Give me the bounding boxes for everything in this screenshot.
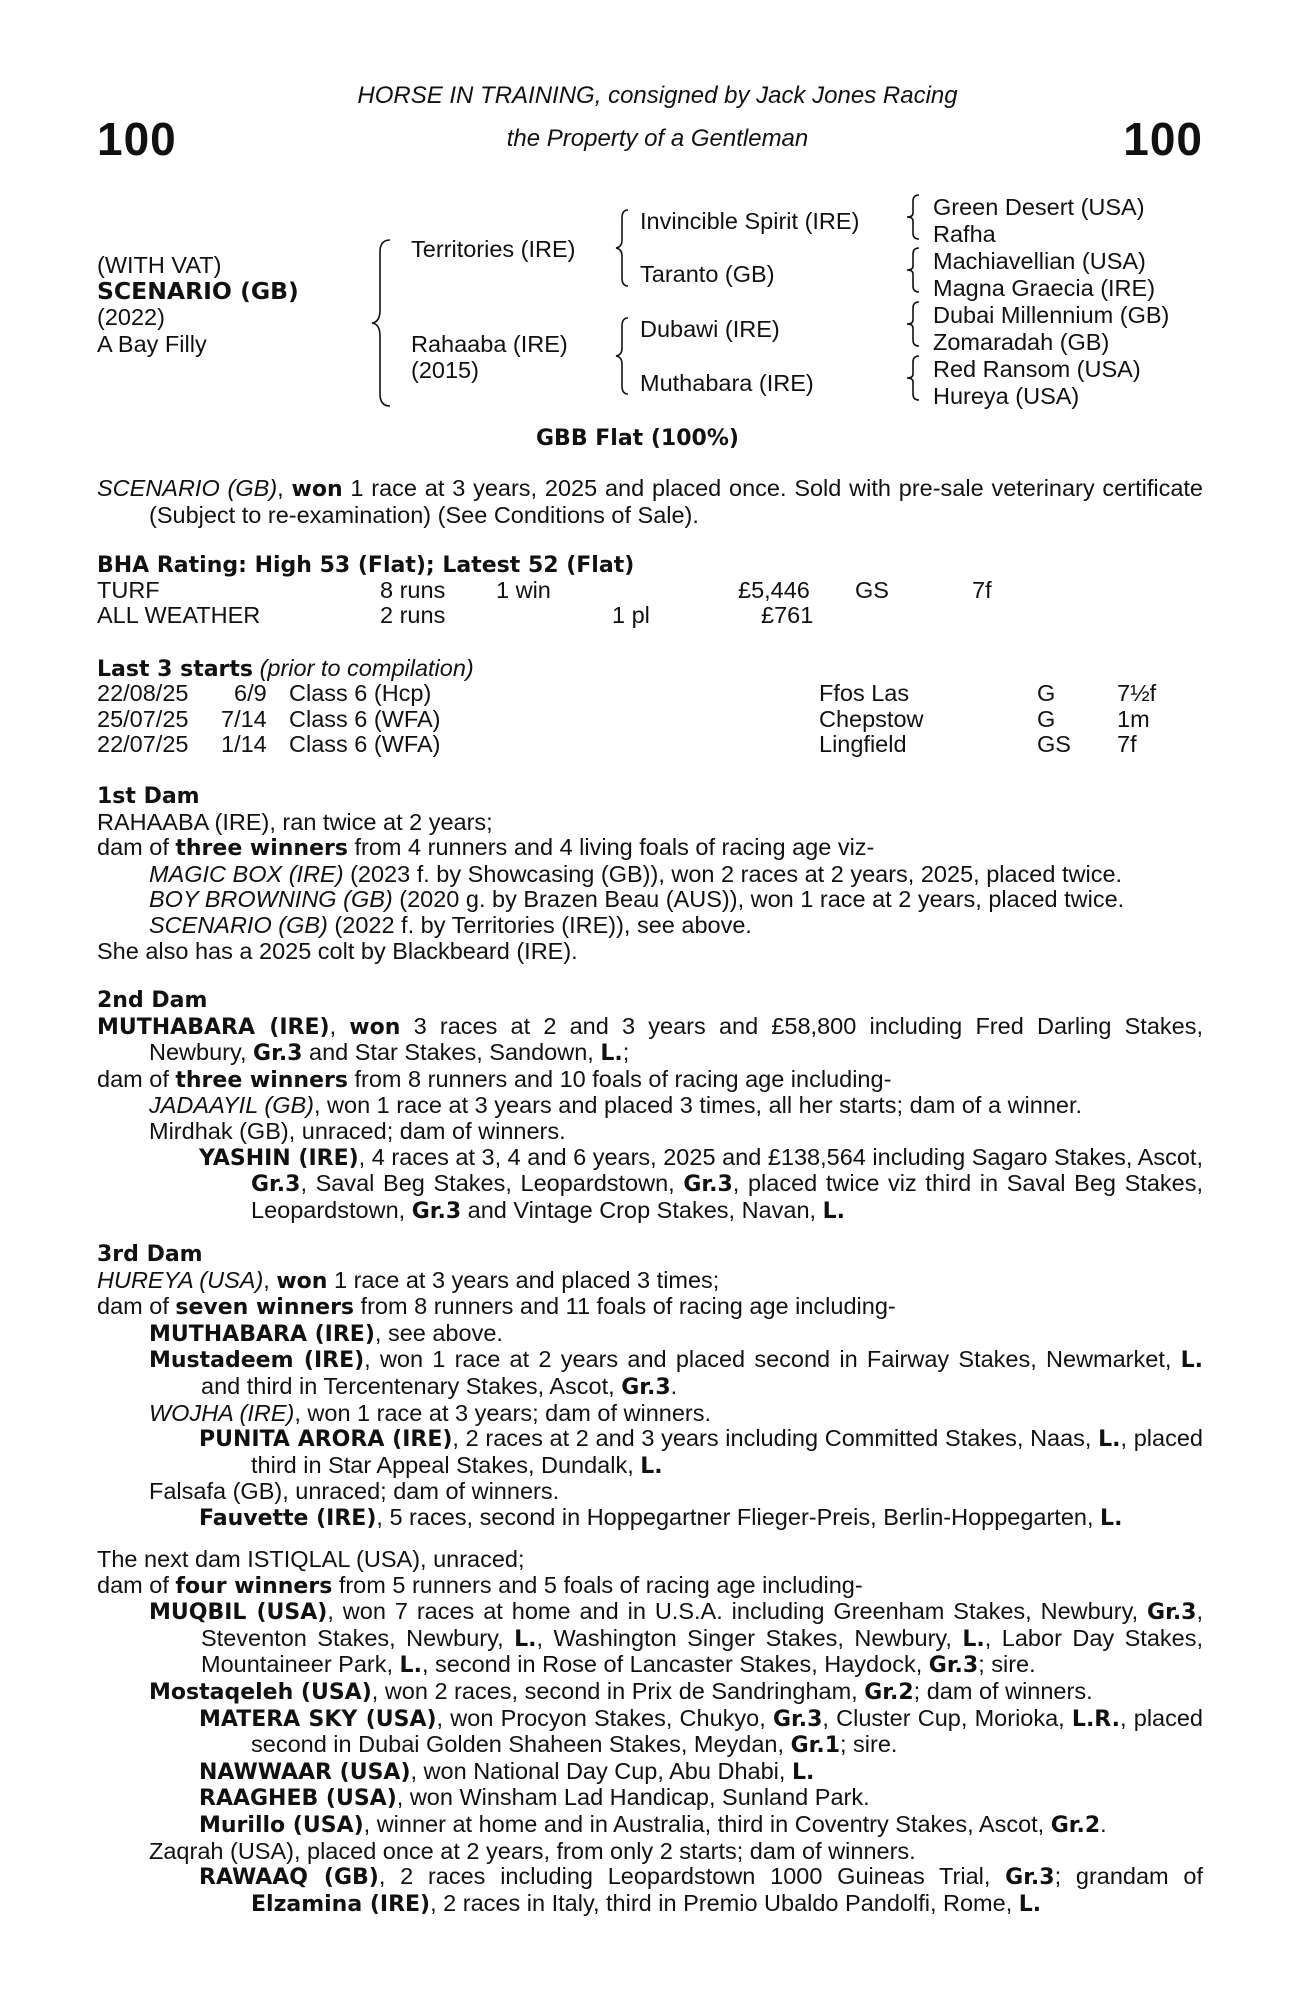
pedigree-brace-main — [372, 238, 402, 408]
summary: SCENARIO (GB), won 1 race at 3 years, 2025 and placed once. Sold with pre-sale veterinary certificate (Subject to re-examination) (See Conditions of Sale). — [97, 475, 1203, 528]
pedigree-brace-dam — [614, 316, 634, 396]
second-dam-heading: 2nd Dam — [97, 988, 208, 1013]
horse-description: A Bay Filly — [97, 331, 207, 357]
horse-year: (2022) — [97, 304, 165, 330]
lot-number-right: 100 — [1123, 113, 1203, 165]
gbb-line: GBB Flat (100%) — [536, 426, 739, 451]
vat-note: (WITH VAT) — [97, 252, 222, 278]
third-dam: 3rd Dam HUREYA (USA), won 1 race at 3 years and placed 3 times; dam of seven winners from 8 runners and 11 foals of racing age including- MUTHABARA (IRE), see above. Mustadeem (IRE), won 1 race at 2 years and placed second in Fairway Stakes, Newmarket, L. and third in Tercentenary Stakes, Ascot, Gr.3. WOJHA (IRE), won 1 race at 3 years; dam of winners. PUNITA ARORA (IRE), 2 races at 2 and 3 years including Committed Stakes, Naas, L., placed third in Star Appeal Stakes, Dundalk, L. Falsafa (GB), unraced; dam of winners. Fauvette (IRE), 5 races, second in Hoppegartner Flieger-Preis, Berlin-Hoppegarten, L. — [97, 1242, 1204, 1531]
bha-block: BHA Rating: High 53 (Flat); Latest 52 (Flat) TURF 8 runs 1 win £5,446 GS 7f ALL WEATHER 2 runs 1 pl £761 — [97, 553, 992, 628]
property-line: the Property of a Gentleman — [506, 125, 809, 152]
pedigree-gen3-6: Zomaradah (GB) — [933, 329, 1110, 355]
lot-number-left: 100 — [97, 113, 177, 165]
pedigree-brace-gen3-3 — [905, 300, 923, 348]
pedigree-dam: Rahaaba (IRE) — [411, 331, 568, 357]
pedigree-brace-gen3-2 — [905, 246, 923, 294]
pedigree-gen3-2: Rafha — [933, 221, 996, 247]
consignment-line: HORSE IN TRAINING, consigned by Jack Jones Racing — [357, 82, 958, 109]
second-dam: 2nd Dam MUTHABARA (IRE), won 3 races at 2 and 3 years and £58,800 including Fred Darling Stakes, Newbury, Gr.3 and Star Stakes, Sandown, L.; dam of three winners from 8 runners and 10 foals of racing age including- JADAAYIL (GB), won 1 race at 3 years and placed 3 times, all her starts; dam of a winner. Mirdhak (GB), unraced; dam of winners. YASHIN (IRE), 4 races at 3, 4 and 6 years, 2025 and £138,564 including Sagaro Stakes, Ascot, Gr.3, Saval Beg Stakes, Leopardstown, Gr.3, placed twice viz third in Saval Beg Stakes, Leopardstown, Gr.3 and Vintage Crop Stakes, Navan, L. — [97, 988, 1203, 1224]
pedigree-brace-gen3-1 — [905, 193, 923, 241]
pedigree-gen3-7: Red Ransom (USA) — [933, 356, 1141, 382]
horse-name: SCENARIO (GB) — [97, 277, 299, 305]
pedigree-brace-sire — [614, 208, 634, 288]
pedigree-gen3-4: Magna Graecia (IRE) — [933, 275, 1156, 301]
pedigree-gen2-1: Invincible Spirit (IRE) — [640, 208, 860, 234]
pedigree-gen2-4: Muthabara (IRE) — [640, 370, 814, 396]
pedigree-gen3-8: Hureya (USA) — [933, 383, 1080, 409]
pedigree-dam-year: (2015) — [411, 357, 479, 383]
pedigree-gen2-3: Dubawi (IRE) — [640, 316, 780, 342]
next-dam: The next dam ISTIQLAL (USA), unraced; dam of four winners from 5 runners and 5 foals of racing age including- MUQBIL (USA), won 7 races at home and in U.S.A. including Greenham Stakes, Newbury, Gr.3, Steventon Stakes, Newbury, L., Washington Singer Stakes, Newbury, L., Labor Day Stakes, Mountaineer Park, L., second in Rose of Lancaster Stakes, Haydock, Gr.3; sire. Mostaqeleh (USA), won 2 races, second in Prix de Sandringham, Gr.2; dam of winners. MATERA SKY (USA), won Procyon Stakes, Chukyo, Gr.3, Cluster Cup, Morioka, L.R., placed second in Dubai Golden Shaheen Stakes, Meydan, Gr.1; sire. NAWWAAR (USA), won National Day Cup, Abu Dhabi, L. RAAGHEB (USA), won Winsham Lad Handicap, Sunland Park. Murillo (USA), winner at home and in Australia, third in Coventry Stakes, Ascot, Gr.2. Zaqrah (USA), placed once at 2 years, from only 2 starts; dam of winners. RAWAAQ (GB), 2 races including Leopardstown 1000 Guineas Trial, Gr.3; grandam of Elzamina (IRE), 2 races in Italy, third in Premio Ubaldo Pandolfi, Rome, L. — [97, 1546, 1204, 1917]
last-starts: Last 3 starts (prior to compilation) 22/08/25 6/9 Class 6 (Hcp) Ffos Las G 7½f 25/07/25 7/14 Class 6 (WFA) Chepstow G 1m 22/07/25 1/14 Class 6 (WFA) Lingfield GS 7f — [97, 655, 1157, 757]
first-dam: 1st Dam RAHAABA (IRE), ran twice at 2 years; dam of three winners from 4 runners and 4 living foals of racing age viz- MAGIC BOX (IRE) (2023 f. by Showcasing (GB)), won 2 races at 2 years, 2025, placed twice. BOY BROWNING (GB) (2020 g. by Brazen Beau (AUS)), won 1 race at 2 years, placed twice. SCENARIO (GB) (2022 f. by Territories (IRE)), see above. She also has a 2025 colt by Blackbeard (IRE). — [97, 784, 1203, 964]
pedigree-gen3-3: Machiavellian (USA) — [933, 248, 1146, 274]
third-dam-heading: 3rd Dam — [97, 1242, 203, 1267]
pedigree-gen2-2: Taranto (GB) — [640, 261, 775, 287]
bha-title: BHA Rating: High 53 (Flat); Latest 52 (Flat) — [97, 553, 635, 578]
pedigree-sire: Territories (IRE) — [411, 236, 576, 262]
first-dam-heading: 1st Dam — [97, 784, 200, 809]
pedigree-gen3-5: Dubai Millennium (GB) — [933, 302, 1170, 328]
pedigree-brace-gen3-4 — [905, 354, 923, 402]
pedigree-gen3-1: Green Desert (USA) — [933, 194, 1145, 220]
